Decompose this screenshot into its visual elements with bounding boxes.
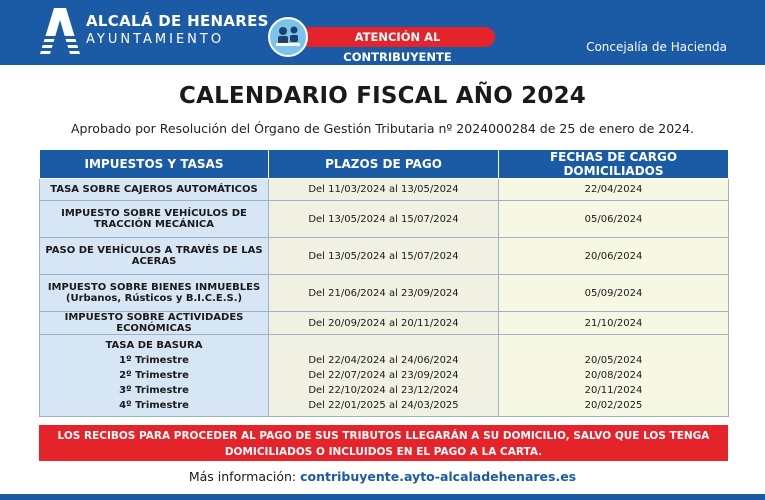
tax-name-cell: IMPUESTO SOBRE VEHÍCULOS DE TRACCIÓN MECÁNICA <box>40 201 269 238</box>
tax-name-cell: TASA SOBRE CAJEROS AUTOMÁTICOS <box>40 179 269 201</box>
charge-date-cell: 05/06/2024 <box>499 201 729 238</box>
resolution-subtitle: Aprobado por Resolución del Órgano de Gestión Tributaria nº 2024000284 de 25 de enero de 2024. <box>70 121 695 136</box>
column-header-charge-dates: FECHAS DE CARGO DOMICILIADOS <box>499 150 729 179</box>
quarter-period: Del 22/04/2024 al 24/06/2024 <box>308 355 459 366</box>
tax-name: IMPUESTO SOBRE BIENES INMUEBLES <box>47 282 261 293</box>
tax-note: (Urbanos, Rústicos y B.I.C.E.S.) <box>65 293 243 304</box>
payment-period-cell <box>269 335 499 417</box>
quarter-period: Del 22/10/2024 al 23/12/2024 <box>308 385 459 396</box>
payment-period-cell: Del 13/05/2024 al 15/07/2024 <box>269 238 499 275</box>
city-logo[interactable] <box>38 6 269 56</box>
table-row <box>40 238 729 275</box>
fiscal-calendar-table <box>39 149 729 417</box>
tax-name: TASA DE BASURA <box>105 340 203 351</box>
payment-period-cell: Del 11/03/2024 al 13/05/2024 <box>269 179 499 201</box>
charge-date-cell <box>499 335 729 417</box>
delivery-notice-banner: LOS RECIBOS PARA PROCEDER AL PAGO DE SUS TRIBUTOS LLEGARÁN A SU DOMICILIO, SALVO QUE LOS TENGA DOMICILIADOS O INCLUIDOS EN EL PAGO A LA CARTA. <box>39 425 728 461</box>
quarter-label: 2º Trimestre <box>119 370 189 381</box>
page-title: CALENDARIO FISCAL AÑO 2024 <box>178 83 586 109</box>
charge-date-cell: 21/10/2024 <box>499 312 729 335</box>
city-subtitle: AYUNTAMIENTO <box>86 32 225 47</box>
column-header-taxes: IMPUESTOS Y TASAS <box>40 150 269 179</box>
quarter-charge: 20/02/2025 <box>584 400 643 411</box>
table-header-row <box>40 150 729 179</box>
tax-name-cell: IMPUESTO SOBRE ACTIVIDADES ECONÓMICAS <box>40 312 269 335</box>
quarter-label: 1º Trimestre <box>119 355 189 366</box>
more-info-label: Más información: <box>188 469 297 484</box>
taxpayer-desk-icon <box>268 17 308 57</box>
tax-name-cell <box>40 275 269 312</box>
tax-name-cell: PASO DE VEHÍCULOS A TRAVÉS DE LAS ACERAS <box>40 238 269 275</box>
taxpayer-attention-badge[interactable]: ATENCIÓN AL CONTRIBUYENTE <box>300 27 495 47</box>
charge-date-cell: 20/06/2024 <box>499 238 729 275</box>
quarter-period: Del 22/01/2025 al 24/03/2025 <box>308 400 459 411</box>
payment-period-cell: Del 20/09/2024 al 20/11/2024 <box>269 312 499 335</box>
charge-date-cell: 22/04/2024 <box>499 179 729 201</box>
more-info-line <box>0 469 765 484</box>
city-logo-icon <box>38 6 82 56</box>
table-row <box>40 201 729 238</box>
table-row <box>40 312 729 335</box>
quarter-period: Del 22/07/2024 al 23/09/2024 <box>308 370 459 381</box>
quarter-label: 3º Trimestre <box>119 385 189 396</box>
column-header-payment-period: PLAZOS DE PAGO <box>269 150 499 179</box>
table-row-basura <box>40 335 729 417</box>
payment-period-cell: Del 21/06/2024 al 23/09/2024 <box>269 275 499 312</box>
quarter-charge: 20/05/2024 <box>584 355 643 366</box>
payment-period-cell: Del 13/05/2024 al 15/07/2024 <box>269 201 499 238</box>
charge-date-cell: 05/09/2024 <box>499 275 729 312</box>
more-info-link[interactable]: contribuyente.ayto-alcaladehenares.es <box>300 469 577 484</box>
table-row <box>40 275 729 312</box>
quarter-label: 4º Trimestre <box>119 400 189 411</box>
footer-bar <box>0 494 765 500</box>
quarter-charge: 20/08/2024 <box>584 370 643 381</box>
quarter-charge: 20/11/2024 <box>584 385 643 396</box>
city-name: ALCALÁ DE HENARES <box>86 12 269 30</box>
tax-name-cell <box>40 335 269 417</box>
table-row <box>40 179 729 201</box>
top-header <box>0 0 765 65</box>
department-label: Concejalía de Hacienda <box>586 40 727 54</box>
